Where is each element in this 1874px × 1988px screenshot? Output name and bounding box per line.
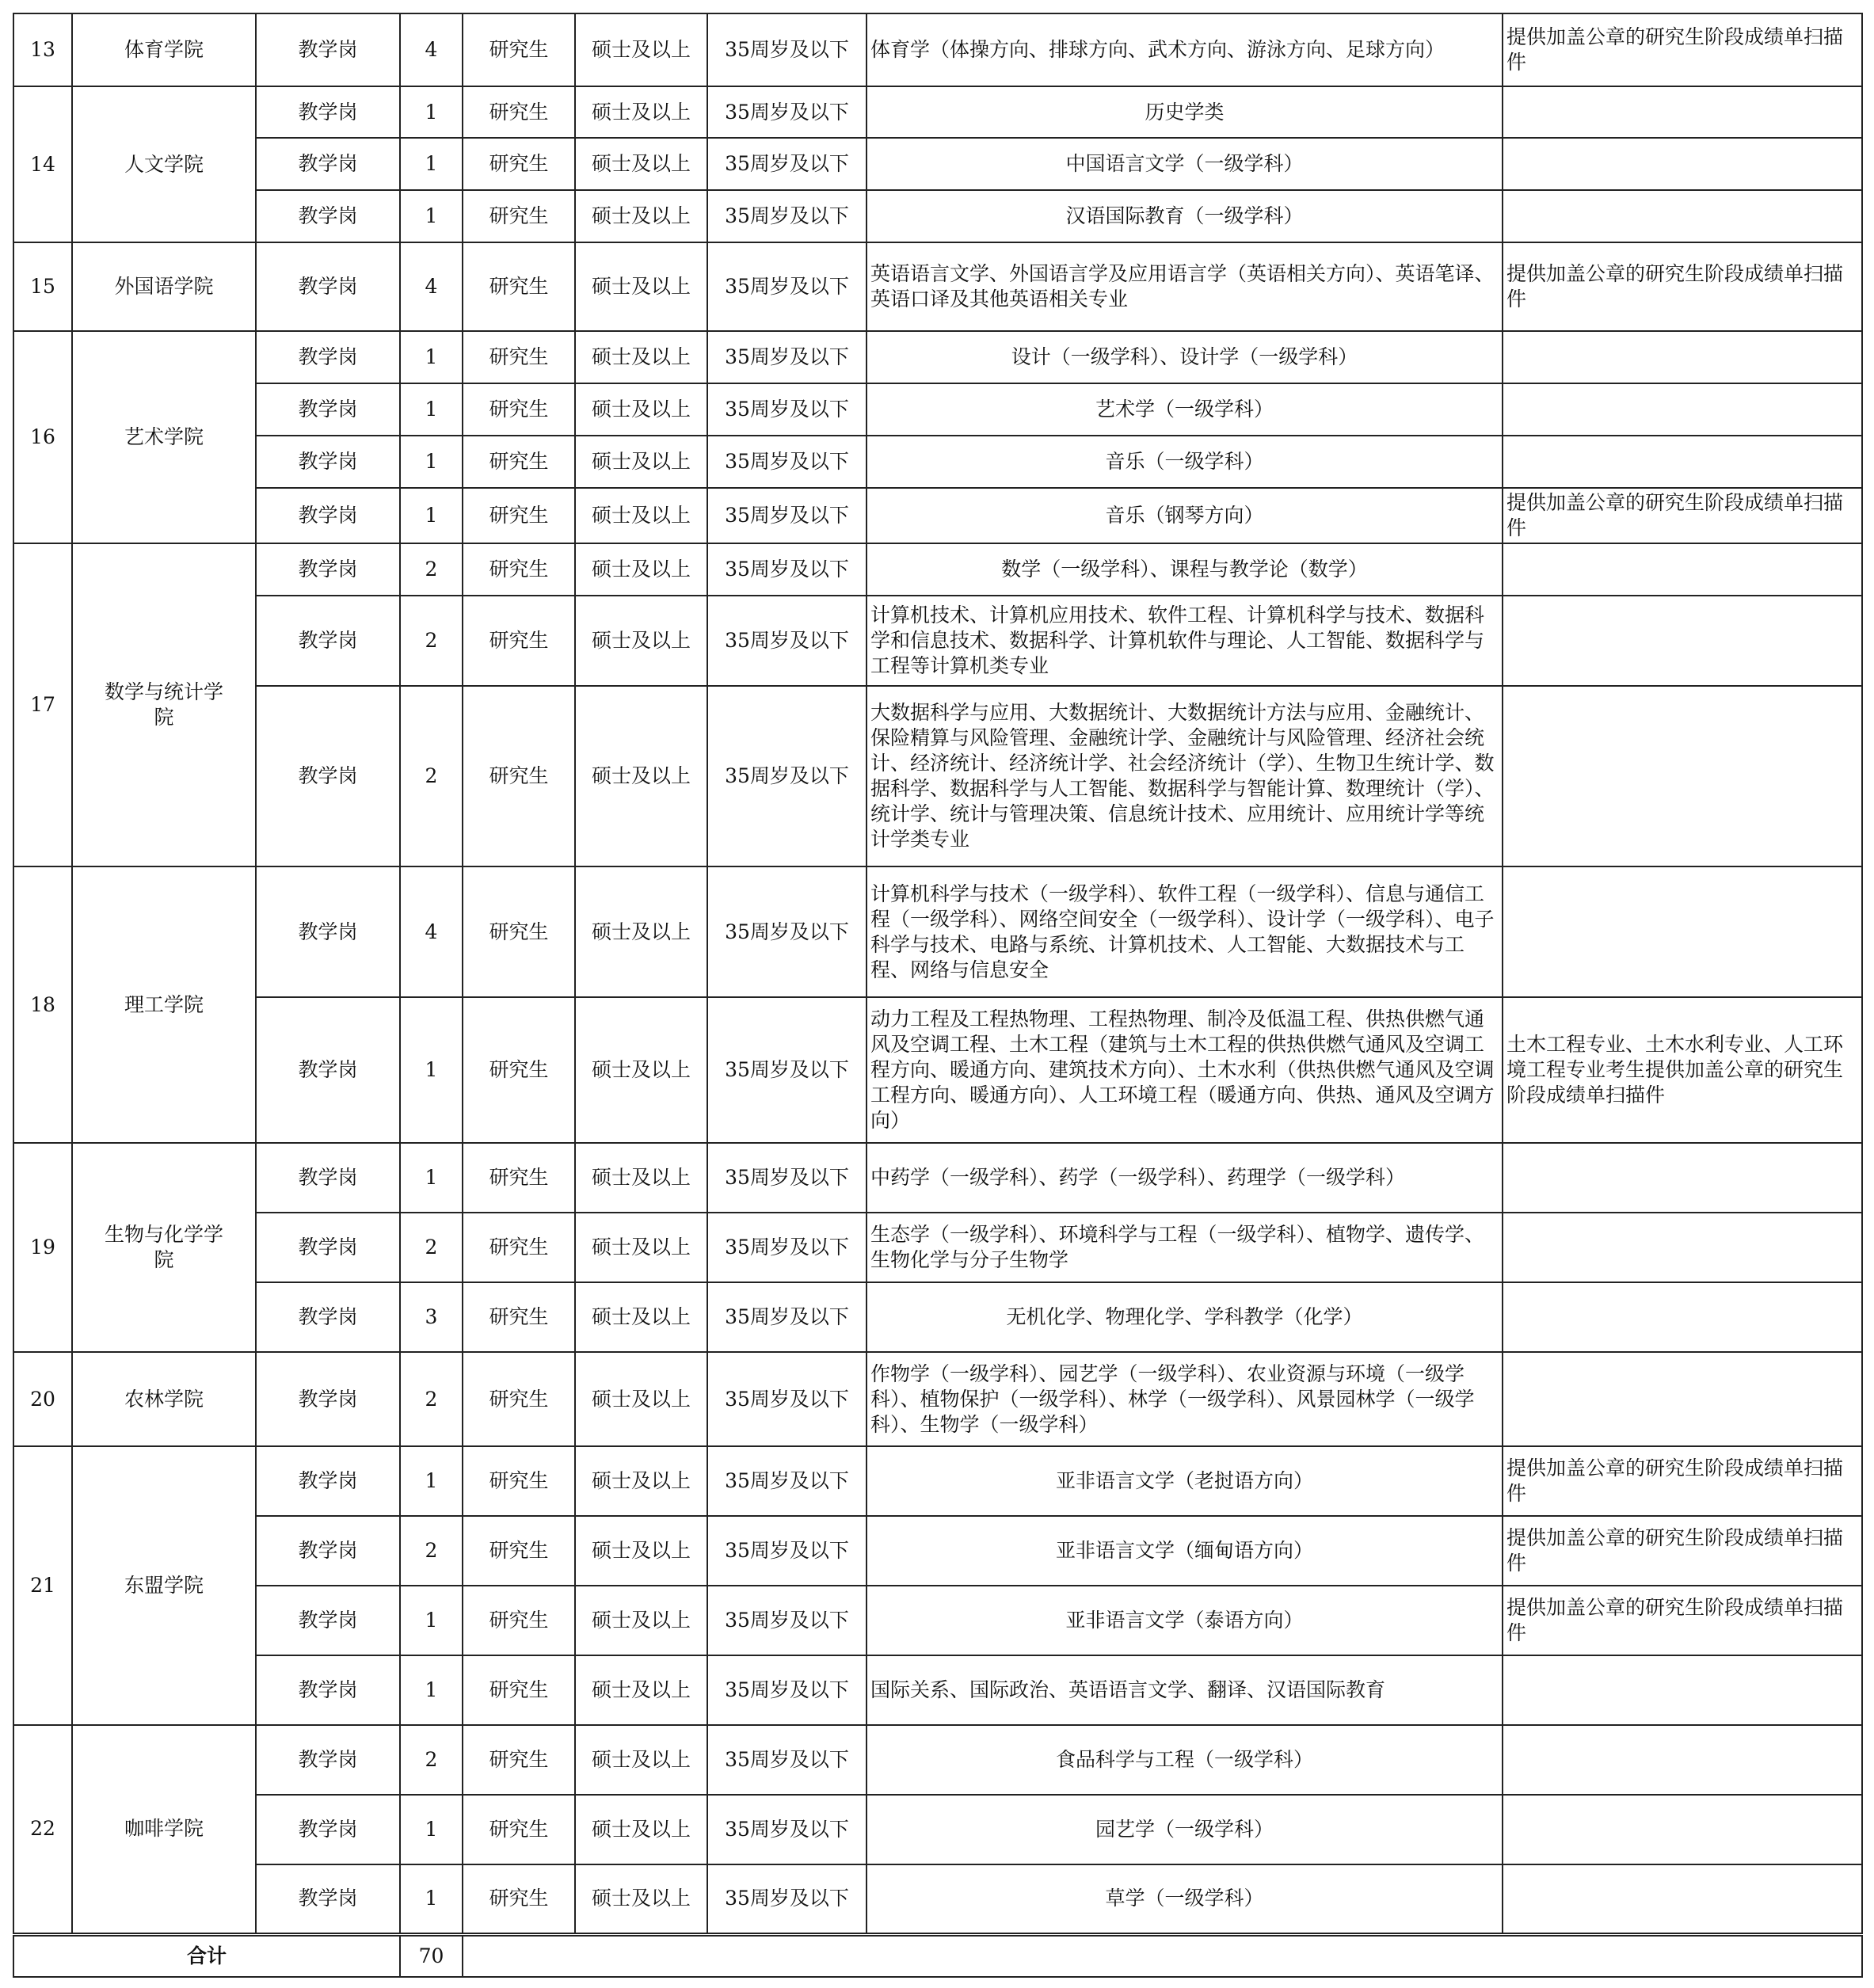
- age-limit: 35周岁及以下: [707, 1446, 867, 1516]
- table-row: [13, 1352, 1862, 1446]
- remark: [1503, 1725, 1862, 1795]
- table-row: [13, 1864, 1862, 1934]
- table-row: [13, 436, 1862, 488]
- college-number: 18: [13, 866, 72, 1143]
- headcount: 2: [400, 1213, 463, 1282]
- remark: [1503, 1282, 1862, 1352]
- degree: 硕士及以上: [575, 13, 707, 86]
- table-row: [13, 488, 1862, 543]
- age-limit: 35周岁及以下: [707, 1352, 867, 1446]
- remark: 土木工程专业、土木水利专业、人工环境工程专业考生提供加盖公章的研究生阶段成绩单扫描件: [1503, 997, 1862, 1143]
- job-type: 教学岗: [256, 488, 400, 543]
- headcount: 4: [400, 866, 463, 997]
- college-name: 数学与统计学院: [72, 543, 256, 866]
- job-type: 教学岗: [256, 383, 400, 436]
- education: 研究生: [463, 1446, 575, 1516]
- total-count: 70: [400, 1934, 463, 1977]
- job-type: 教学岗: [256, 1795, 400, 1864]
- total-blank: [463, 1934, 1862, 1977]
- major-requirement: 无机化学、物理化学、学科教学（化学）: [867, 1282, 1503, 1352]
- remark: [1503, 138, 1862, 190]
- remark: [1503, 436, 1862, 488]
- age-limit: 35周岁及以下: [707, 1586, 867, 1655]
- degree: 硕士及以上: [575, 686, 707, 866]
- major-requirement: 计算机技术、计算机应用技术、软件工程、计算机科学与技术、数据科学和信息技术、数据科学、计算机软件与理论、人工智能、数据科学与工程等计算机类专业: [867, 596, 1503, 686]
- headcount: 2: [400, 1516, 463, 1586]
- degree: 硕士及以上: [575, 1213, 707, 1282]
- headcount: 1: [400, 1446, 463, 1516]
- education: 研究生: [463, 543, 575, 596]
- job-type: 教学岗: [256, 436, 400, 488]
- education: 研究生: [463, 686, 575, 866]
- degree: 硕士及以上: [575, 596, 707, 686]
- college-name: 理工学院: [72, 866, 256, 1143]
- headcount: 1: [400, 138, 463, 190]
- college-name: 艺术学院: [72, 331, 256, 543]
- college-number: 15: [13, 242, 72, 331]
- major-requirement: 音乐（钢琴方向）: [867, 488, 1503, 543]
- job-type: 教学岗: [256, 997, 400, 1143]
- age-limit: 35周岁及以下: [707, 686, 867, 866]
- table-row: [13, 383, 1862, 436]
- headcount: 2: [400, 1352, 463, 1446]
- table-row: [13, 242, 1862, 331]
- table-row: [13, 13, 1862, 86]
- degree: 硕士及以上: [575, 86, 707, 138]
- education: 研究生: [463, 1143, 575, 1213]
- major-requirement: 英语语言文学、外国语言学及应用语言学（英语相关方向）、英语笔译、英语口译及其他英语相关专业: [867, 242, 1503, 331]
- education: 研究生: [463, 190, 575, 242]
- college-number: 20: [13, 1352, 72, 1446]
- remark: [1503, 686, 1862, 866]
- table-row: [13, 1446, 1862, 1516]
- degree: 硕士及以上: [575, 997, 707, 1143]
- age-limit: 35周岁及以下: [707, 1795, 867, 1864]
- degree: 硕士及以上: [575, 436, 707, 488]
- job-type: 教学岗: [256, 1864, 400, 1934]
- remark: 提供加盖公章的研究生阶段成绩单扫描件: [1503, 488, 1862, 543]
- major-requirement: 园艺学（一级学科）: [867, 1795, 1503, 1864]
- degree: 硕士及以上: [575, 1446, 707, 1516]
- education: 研究生: [463, 1213, 575, 1282]
- headcount: 1: [400, 488, 463, 543]
- age-limit: 35周岁及以下: [707, 138, 867, 190]
- age-limit: 35周岁及以下: [707, 242, 867, 331]
- age-limit: 35周岁及以下: [707, 488, 867, 543]
- education: 研究生: [463, 1864, 575, 1934]
- remark: [1503, 331, 1862, 383]
- degree: 硕士及以上: [575, 1586, 707, 1655]
- degree: 硕士及以上: [575, 1725, 707, 1795]
- age-limit: 35周岁及以下: [707, 383, 867, 436]
- major-requirement: 国际关系、国际政治、英语语言文学、翻译、汉语国际教育: [867, 1655, 1503, 1725]
- age-limit: 35周岁及以下: [707, 86, 867, 138]
- college-name: 生物与化学学院: [72, 1143, 256, 1352]
- remark: [1503, 383, 1862, 436]
- headcount: 1: [400, 190, 463, 242]
- degree: 硕士及以上: [575, 866, 707, 997]
- college-number: 22: [13, 1725, 72, 1934]
- table-row: [13, 997, 1862, 1143]
- table-row: [13, 1725, 1862, 1795]
- major-requirement: 生态学（一级学科）、环境科学与工程（一级学科）、植物学、遗传学、生物化学与分子生物学: [867, 1213, 1503, 1282]
- education: 研究生: [463, 1586, 575, 1655]
- degree: 硕士及以上: [575, 1516, 707, 1586]
- college-number: 17: [13, 543, 72, 866]
- education: 研究生: [463, 86, 575, 138]
- table-row: [13, 1282, 1862, 1352]
- major-requirement: 草学（一级学科）: [867, 1864, 1503, 1934]
- table-row: [13, 686, 1862, 866]
- major-requirement: 中药学（一级学科）、药学（一级学科）、药理学（一级学科）: [867, 1143, 1503, 1213]
- college-name: 咖啡学院: [72, 1725, 256, 1934]
- degree: 硕士及以上: [575, 1143, 707, 1213]
- education: 研究生: [463, 138, 575, 190]
- headcount: 1: [400, 1795, 463, 1864]
- college-name: 人文学院: [72, 86, 256, 242]
- job-type: 教学岗: [256, 331, 400, 383]
- college-number: 13: [13, 13, 72, 86]
- recruitment-table: [13, 13, 1863, 1978]
- age-limit: 35周岁及以下: [707, 543, 867, 596]
- table-row: [13, 596, 1862, 686]
- age-limit: 35周岁及以下: [707, 866, 867, 997]
- education: 研究生: [463, 383, 575, 436]
- education: 研究生: [463, 331, 575, 383]
- remark: 提供加盖公章的研究生阶段成绩单扫描件: [1503, 1586, 1862, 1655]
- age-limit: 35周岁及以下: [707, 1725, 867, 1795]
- age-limit: 35周岁及以下: [707, 1516, 867, 1586]
- education: 研究生: [463, 436, 575, 488]
- major-requirement: 食品科学与工程（一级学科）: [867, 1725, 1503, 1795]
- education: 研究生: [463, 866, 575, 997]
- job-type: 教学岗: [256, 866, 400, 997]
- remark: [1503, 1143, 1862, 1213]
- headcount: 1: [400, 997, 463, 1143]
- major-requirement: 作物学（一级学科）、园艺学（一级学科）、农业资源与环境（一级学科）、植物保护（一级学科）、林学（一级学科）、风景园林学（一级学科）、生物学（一级学科）: [867, 1352, 1503, 1446]
- table-row: [13, 86, 1862, 138]
- remark: [1503, 596, 1862, 686]
- degree: 硕士及以上: [575, 488, 707, 543]
- remark: [1503, 1795, 1862, 1864]
- headcount: 2: [400, 686, 463, 866]
- headcount: 2: [400, 543, 463, 596]
- remark: 提供加盖公章的研究生阶段成绩单扫描件: [1503, 13, 1862, 86]
- headcount: 1: [400, 1655, 463, 1725]
- degree: 硕士及以上: [575, 1795, 707, 1864]
- major-requirement: 体育学（体操方向、排球方向、武术方向、游泳方向、足球方向）: [867, 13, 1503, 86]
- age-limit: 35周岁及以下: [707, 1864, 867, 1934]
- job-type: 教学岗: [256, 1586, 400, 1655]
- age-limit: 35周岁及以下: [707, 436, 867, 488]
- headcount: 1: [400, 436, 463, 488]
- major-requirement: 动力工程及工程热物理、工程热物理、制冷及低温工程、供热供燃气通风及空调工程、土木工程（建筑与土木工程的供热供燃气通风及空调工程方向、暖通方向、建筑技术方向）、土木水利（供热供燃气通风及空调工程方向、暖通方向）、人工环境工程（暖通方向、供热、通风及空调方向）: [867, 997, 1503, 1143]
- remark: 提供加盖公章的研究生阶段成绩单扫描件: [1503, 242, 1862, 331]
- job-type: 教学岗: [256, 543, 400, 596]
- major-requirement: 计算机科学与技术（一级学科）、软件工程（一级学科）、信息与通信工程（一级学科）、网络空间安全（一级学科）、设计学（一级学科）、电子科学与技术、电路与系统、计算机技术、人工智能、大数据技术与工程、网络与信息安全: [867, 866, 1503, 997]
- remark: [1503, 190, 1862, 242]
- degree: 硕士及以上: [575, 383, 707, 436]
- education: 研究生: [463, 1352, 575, 1446]
- headcount: 2: [400, 596, 463, 686]
- job-type: 教学岗: [256, 1446, 400, 1516]
- table-row: [13, 1795, 1862, 1864]
- job-type: 教学岗: [256, 1352, 400, 1446]
- job-type: 教学岗: [256, 190, 400, 242]
- education: 研究生: [463, 242, 575, 331]
- table-row: [13, 1516, 1862, 1586]
- degree: 硕士及以上: [575, 543, 707, 596]
- college-number: 14: [13, 86, 72, 242]
- table-row: [13, 1655, 1862, 1725]
- major-requirement: 汉语国际教育（一级学科）: [867, 190, 1503, 242]
- job-type: 教学岗: [256, 13, 400, 86]
- table-row: [13, 1213, 1862, 1282]
- remark: [1503, 1864, 1862, 1934]
- degree: 硕士及以上: [575, 331, 707, 383]
- job-type: 教学岗: [256, 242, 400, 331]
- college-name: 外国语学院: [72, 242, 256, 331]
- major-requirement: 亚非语言文学（缅甸语方向）: [867, 1516, 1503, 1586]
- degree: 硕士及以上: [575, 190, 707, 242]
- total-row: [13, 1934, 1862, 1977]
- age-limit: 35周岁及以下: [707, 190, 867, 242]
- job-type: 教学岗: [256, 1143, 400, 1213]
- college-number: 19: [13, 1143, 72, 1352]
- remark: 提供加盖公章的研究生阶段成绩单扫描件: [1503, 1446, 1862, 1516]
- college-number: 21: [13, 1446, 72, 1725]
- major-requirement: 艺术学（一级学科）: [867, 383, 1503, 436]
- remark: [1503, 1655, 1862, 1725]
- major-requirement: 数学（一级学科）、课程与教学论（数学）: [867, 543, 1503, 596]
- job-type: 教学岗: [256, 1655, 400, 1725]
- headcount: 4: [400, 13, 463, 86]
- job-type: 教学岗: [256, 86, 400, 138]
- age-limit: 35周岁及以下: [707, 1213, 867, 1282]
- education: 研究生: [463, 1282, 575, 1352]
- remark: [1503, 86, 1862, 138]
- job-type: 教学岗: [256, 1282, 400, 1352]
- age-limit: 35周岁及以下: [707, 596, 867, 686]
- college-name: 体育学院: [72, 13, 256, 86]
- education: 研究生: [463, 13, 575, 86]
- job-type: 教学岗: [256, 686, 400, 866]
- remark: [1503, 543, 1862, 596]
- age-limit: 35周岁及以下: [707, 997, 867, 1143]
- major-requirement: 音乐（一级学科）: [867, 436, 1503, 488]
- remark: [1503, 1352, 1862, 1446]
- table-row: [13, 331, 1862, 383]
- education: 研究生: [463, 488, 575, 543]
- table-row: [13, 138, 1862, 190]
- headcount: 4: [400, 242, 463, 331]
- college-number: 16: [13, 331, 72, 543]
- degree: 硕士及以上: [575, 1282, 707, 1352]
- headcount: 1: [400, 1586, 463, 1655]
- education: 研究生: [463, 1516, 575, 1586]
- table-row: [13, 866, 1862, 997]
- headcount: 1: [400, 86, 463, 138]
- major-requirement: 设计（一级学科）、设计学（一级学科）: [867, 331, 1503, 383]
- headcount: 1: [400, 383, 463, 436]
- headcount: 1: [400, 331, 463, 383]
- job-type: 教学岗: [256, 1725, 400, 1795]
- remark: 提供加盖公章的研究生阶段成绩单扫描件: [1503, 1516, 1862, 1586]
- degree: 硕士及以上: [575, 138, 707, 190]
- major-requirement: 亚非语言文学（老挝语方向）: [867, 1446, 1503, 1516]
- table-row: [13, 543, 1862, 596]
- job-type: 教学岗: [256, 1213, 400, 1282]
- age-limit: 35周岁及以下: [707, 1282, 867, 1352]
- headcount: 1: [400, 1864, 463, 1934]
- table-row: [13, 1143, 1862, 1213]
- total-label: 合计: [13, 1934, 400, 1977]
- headcount: 3: [400, 1282, 463, 1352]
- table-row: [13, 1586, 1862, 1655]
- major-requirement: 大数据科学与应用、大数据统计、大数据统计方法与应用、金融统计、保险精算与风险管理、金融统计学、金融统计与风险管理、经济社会统计、经济统计、经济统计学、社会经济统计（学）、生物卫生统计学、数据科学、数据科学与人工智能、数据科学与智能计算、数理统计（学）、统计学、统计与管理决策、信息统计技术、应用统计、应用统计学等统计学类专业: [867, 686, 1503, 866]
- age-limit: 35周岁及以下: [707, 331, 867, 383]
- education: 研究生: [463, 1725, 575, 1795]
- degree: 硕士及以上: [575, 242, 707, 331]
- major-requirement: 历史学类: [867, 86, 1503, 138]
- remark: [1503, 866, 1862, 997]
- table-row: [13, 190, 1862, 242]
- major-requirement: 中国语言文学（一级学科）: [867, 138, 1503, 190]
- age-limit: 35周岁及以下: [707, 1143, 867, 1213]
- major-requirement: 亚非语言文学（泰语方向）: [867, 1586, 1503, 1655]
- education: 研究生: [463, 1655, 575, 1725]
- education: 研究生: [463, 997, 575, 1143]
- headcount: 1: [400, 1143, 463, 1213]
- college-name: 东盟学院: [72, 1446, 256, 1725]
- education: 研究生: [463, 1795, 575, 1864]
- age-limit: 35周岁及以下: [707, 13, 867, 86]
- college-name: 农林学院: [72, 1352, 256, 1446]
- job-type: 教学岗: [256, 596, 400, 686]
- education: 研究生: [463, 596, 575, 686]
- remark: [1503, 1213, 1862, 1282]
- degree: 硕士及以上: [575, 1352, 707, 1446]
- headcount: 2: [400, 1725, 463, 1795]
- degree: 硕士及以上: [575, 1655, 707, 1725]
- degree: 硕士及以上: [575, 1864, 707, 1934]
- job-type: 教学岗: [256, 138, 400, 190]
- age-limit: 35周岁及以下: [707, 1655, 867, 1725]
- job-type: 教学岗: [256, 1516, 400, 1586]
